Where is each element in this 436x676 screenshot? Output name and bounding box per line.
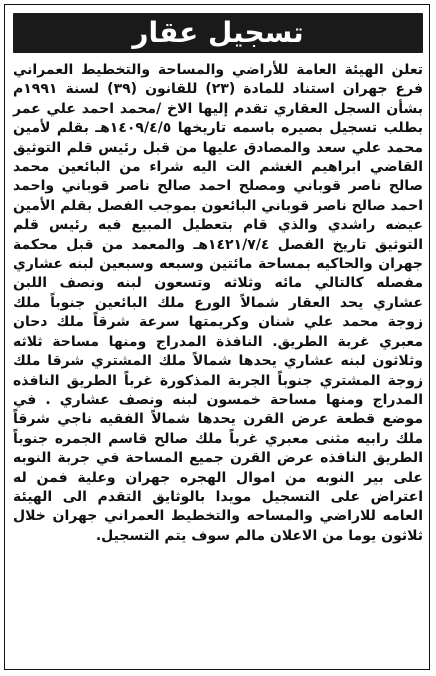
notice-title: تسجيل عقار <box>132 16 304 49</box>
title-banner <box>13 13 423 53</box>
classified-notice <box>4 4 430 670</box>
notice-body-text: تعلن الهيئة العامة للأراضي والمساحة والتخطيط العمراني فرع جهران استناد للمادة (٢٣) للقانون (٣٩) لسنة ١٩٩١م بشأن السجل العقاري تقدم إليها الاخ /محمد احمد علي عمر بطلب تسجيل بصيره باسمه تاريخها ١٤٠٩/٤/٥هـ بقلم لأمين محمد علي سعد والمصادق عليها من قبل رئيس قلم التوثيق القاضي ابراهيم الغشم الت اليه شراء من البائعين محمد صالح ناصر قوباني ومصلح احمد صالح ناصر قوباني واحمد احمد صالح ناصر قوباني البائعون بموجب الفصل بقلم الأمين عيضه راشدي والذي قام بتعطيل المبيع فيه رئيس قلم التوثيق تاريخ الفصل ١٤٢١/٧/٤هـ والمعمد من قبل محكمة جهران والحاكيه بمساحة مائتين وسبعه وسبعين لبنه عشاري مفصله كالتالي مائه وثلاثه وتسعون لبنه ونصف اللبن عشاري يحد العقار شمالاً الورع ملك البائعين جنوباً ملك زوجة محمد علي شنان وكريمتها سرعة شرقاً ملك دحان معبري غربة الطريق. النافذة المدراج ومنها مساحة ثلاثه وثلاثون لبنه عشاري يحدها شمالاً ملك المشتري شرقا ملك زوجة المشتري جنوباً الجربة المذكورة غرباً الطريق النافذه المدراج ومنها مساحة خمسون لبنه ونصف عشاري . في موضع قطعة عرض القرن يحدها شمالاً الفقيه ناجي شرقاً ملك رابيه مثنى معبري غرباً ملك صالح قاسم الجمره جنوباً الطريق النافذه عرض القرن جميع المساحة في جربة النوبه على بير النوبه من اموال الهجره جهران وعلية فمن له اعتراض على التسجيل مويدا بالوثايق التقدم الى الهيئة العامه للاراضي والمساحه والتخطيط العمراني جهران خلال ثلاثون يوما من الاعلان مالم سوف يتم التسجيل. <box>12 62 423 544</box>
notice-body <box>13 61 423 546</box>
